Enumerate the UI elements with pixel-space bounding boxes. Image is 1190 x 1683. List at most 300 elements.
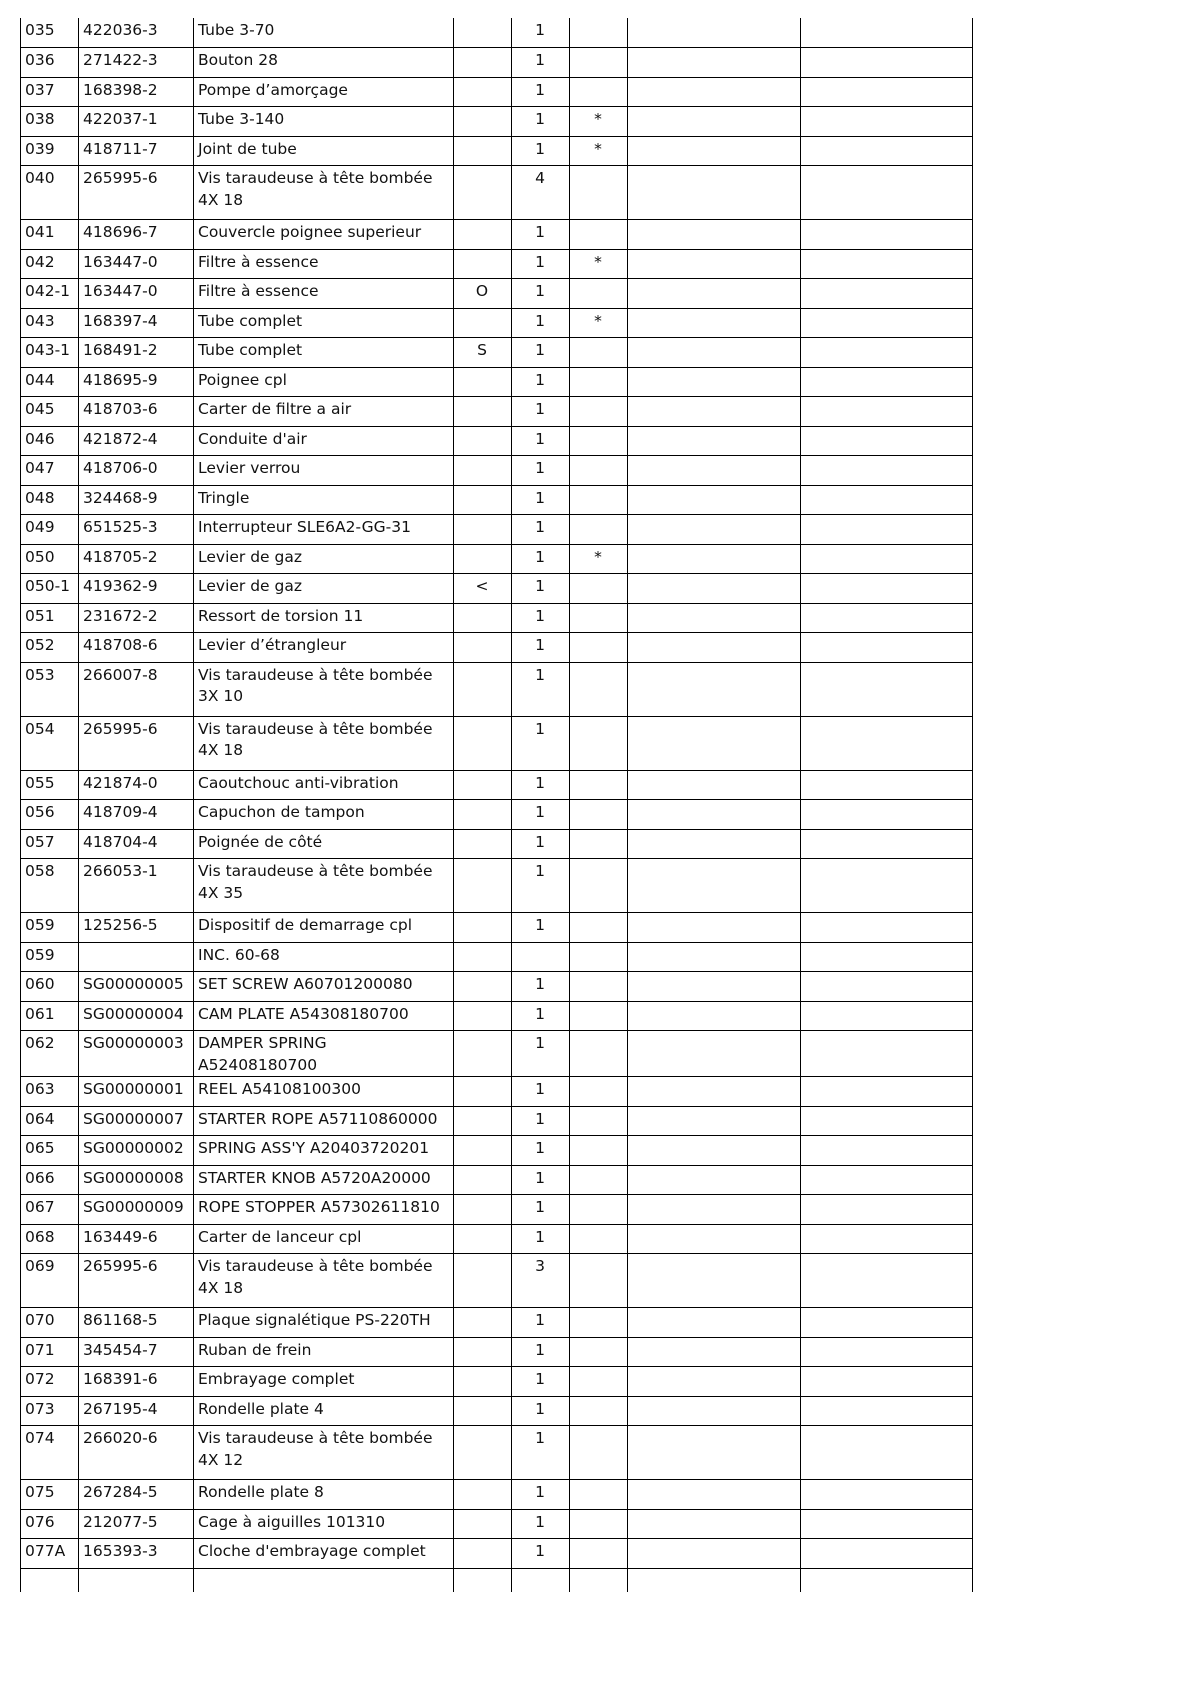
table-row bbox=[21, 1077, 973, 1107]
description-cell: SET SCREW A60701200080 bbox=[194, 972, 454, 1002]
description-cell: INC. 60-68 bbox=[194, 942, 454, 972]
quantity-cell: 3 bbox=[512, 1254, 570, 1308]
item-number-cell: 062 bbox=[21, 1031, 79, 1077]
quantity-cell: 1 bbox=[512, 1396, 570, 1426]
description-cell: Tube 3-140 bbox=[194, 107, 454, 137]
option-cell bbox=[454, 716, 512, 770]
part-number-cell: 265995-6 bbox=[79, 166, 194, 220]
item-number-cell: 066 bbox=[21, 1165, 79, 1195]
item-number-cell: 048 bbox=[21, 485, 79, 515]
option-cell bbox=[454, 1509, 512, 1539]
item-number-cell: 070 bbox=[21, 1308, 79, 1338]
quantity-cell: 1 bbox=[512, 397, 570, 427]
table-row bbox=[21, 220, 973, 250]
description-cell: Vis taraudeuse à tête bombée 4X 18 bbox=[194, 1254, 454, 1308]
table-row bbox=[21, 485, 973, 515]
blank-cell bbox=[628, 1539, 801, 1569]
quantity-cell: 1 bbox=[512, 77, 570, 107]
mark-cell bbox=[570, 77, 628, 107]
option-cell bbox=[454, 220, 512, 250]
quantity-cell: 1 bbox=[512, 1367, 570, 1397]
quantity-cell: 1 bbox=[512, 770, 570, 800]
quantity-cell: 1 bbox=[512, 1539, 570, 1569]
item-number-cell: 036 bbox=[21, 48, 79, 78]
part-number-cell: 231672-2 bbox=[79, 603, 194, 633]
quantity-cell: 1 bbox=[512, 913, 570, 943]
part-number-cell: 422037-1 bbox=[79, 107, 194, 137]
description-cell: Embrayage complet bbox=[194, 1367, 454, 1397]
table-row bbox=[21, 279, 973, 309]
mark-cell bbox=[570, 1195, 628, 1225]
option-cell bbox=[454, 249, 512, 279]
quantity-cell: 1 bbox=[512, 544, 570, 574]
description-cell: Vis taraudeuse à tête bombée 3X 10 bbox=[194, 662, 454, 716]
option-cell bbox=[454, 770, 512, 800]
table-row bbox=[21, 972, 973, 1002]
blank-cell bbox=[801, 166, 973, 220]
option-cell bbox=[454, 456, 512, 486]
description-cell: ROPE STOPPER A57302611810 bbox=[194, 1195, 454, 1225]
blank-cell bbox=[801, 716, 973, 770]
item-number-cell: 040 bbox=[21, 166, 79, 220]
part-number-cell: 271422-3 bbox=[79, 48, 194, 78]
option-cell bbox=[454, 1224, 512, 1254]
option-cell bbox=[454, 136, 512, 166]
blank-cell bbox=[628, 574, 801, 604]
blank-cell bbox=[628, 1077, 801, 1107]
description-cell: REEL A54108100300 bbox=[194, 1077, 454, 1107]
table-row bbox=[21, 1509, 973, 1539]
description-cell: Plaque signalétique PS-220TH bbox=[194, 1308, 454, 1338]
mark-cell bbox=[570, 603, 628, 633]
mark-cell: * bbox=[570, 544, 628, 574]
item-number-cell: 067 bbox=[21, 1195, 79, 1225]
table-row bbox=[21, 1337, 973, 1367]
part-number-cell: SG00000005 bbox=[79, 972, 194, 1002]
quantity-cell: 1 bbox=[512, 1001, 570, 1031]
mark-cell bbox=[570, 574, 628, 604]
item-number-cell: 043-1 bbox=[21, 338, 79, 368]
blank-cell bbox=[628, 972, 801, 1002]
table-row bbox=[21, 166, 973, 220]
item-number-cell: 043 bbox=[21, 308, 79, 338]
description-cell: STARTER ROPE A57110860000 bbox=[194, 1106, 454, 1136]
item-number-cell: 060 bbox=[21, 972, 79, 1002]
mark-cell bbox=[570, 859, 628, 913]
mark-cell bbox=[570, 279, 628, 309]
part-number-cell: 418704-4 bbox=[79, 829, 194, 859]
part-number-cell: SG00000009 bbox=[79, 1195, 194, 1225]
description-cell: Vis taraudeuse à tête bombée 4X 18 bbox=[194, 166, 454, 220]
option-cell: O bbox=[454, 279, 512, 309]
blank-cell bbox=[801, 515, 973, 545]
part-number-cell: SG00000001 bbox=[79, 1077, 194, 1107]
option-cell bbox=[454, 1426, 512, 1480]
quantity-cell: 1 bbox=[512, 308, 570, 338]
item-number-cell: 064 bbox=[21, 1106, 79, 1136]
item-number-cell: 077A bbox=[21, 1539, 79, 1569]
item-number-cell: 046 bbox=[21, 426, 79, 456]
blank-cell bbox=[801, 18, 973, 48]
quantity-cell: 1 bbox=[512, 18, 570, 48]
mark-cell bbox=[570, 1539, 628, 1569]
option-cell bbox=[454, 913, 512, 943]
blank-cell bbox=[628, 1001, 801, 1031]
blank-cell bbox=[801, 1001, 973, 1031]
quantity-cell: 1 bbox=[512, 220, 570, 250]
mark-cell bbox=[570, 716, 628, 770]
quantity-cell: 1 bbox=[512, 859, 570, 913]
description-cell: Tube 3-70 bbox=[194, 18, 454, 48]
item-number-cell: 069 bbox=[21, 1254, 79, 1308]
quantity-cell: 1 bbox=[512, 1480, 570, 1510]
blank-cell bbox=[454, 1568, 512, 1592]
option-cell bbox=[454, 1031, 512, 1077]
description-cell: Conduite d'air bbox=[194, 426, 454, 456]
mark-cell bbox=[570, 829, 628, 859]
table-row bbox=[21, 1224, 973, 1254]
blank-cell bbox=[801, 367, 973, 397]
part-number-cell: 163449-6 bbox=[79, 1224, 194, 1254]
mark-cell: * bbox=[570, 249, 628, 279]
blank-cell bbox=[801, 972, 973, 1002]
blank-cell bbox=[801, 136, 973, 166]
mark-cell bbox=[570, 770, 628, 800]
blank-cell bbox=[628, 913, 801, 943]
item-number-cell: 061 bbox=[21, 1001, 79, 1031]
blank-cell bbox=[628, 308, 801, 338]
mark-cell bbox=[570, 633, 628, 663]
table-row bbox=[21, 515, 973, 545]
part-number-cell: 324468-9 bbox=[79, 485, 194, 515]
quantity-cell: 1 bbox=[512, 515, 570, 545]
part-number-cell: 418703-6 bbox=[79, 397, 194, 427]
item-number-cell: 068 bbox=[21, 1224, 79, 1254]
description-cell: Vis taraudeuse à tête bombée 4X 12 bbox=[194, 1426, 454, 1480]
option-cell bbox=[454, 1337, 512, 1367]
option-cell bbox=[454, 972, 512, 1002]
part-number-cell: 418708-6 bbox=[79, 633, 194, 663]
option-cell bbox=[454, 48, 512, 78]
blank-cell bbox=[801, 942, 973, 972]
quantity-cell: 1 bbox=[512, 1031, 570, 1077]
mark-cell bbox=[570, 1254, 628, 1308]
table-row bbox=[21, 662, 973, 716]
blank-cell bbox=[628, 716, 801, 770]
quantity-cell: 1 bbox=[512, 136, 570, 166]
quantity-cell: 1 bbox=[512, 485, 570, 515]
option-cell: S bbox=[454, 338, 512, 368]
quantity-cell: 1 bbox=[512, 48, 570, 78]
blank-cell bbox=[801, 1077, 973, 1107]
quantity-cell: 1 bbox=[512, 1337, 570, 1367]
blank-cell bbox=[801, 1509, 973, 1539]
item-number-cell: 057 bbox=[21, 829, 79, 859]
part-number-cell: 163447-0 bbox=[79, 249, 194, 279]
quantity-cell: 1 bbox=[512, 800, 570, 830]
blank-cell bbox=[628, 220, 801, 250]
table-row bbox=[21, 426, 973, 456]
item-number-cell: 058 bbox=[21, 859, 79, 913]
part-number-cell: 418711-7 bbox=[79, 136, 194, 166]
option-cell bbox=[454, 397, 512, 427]
blank-cell bbox=[79, 1568, 194, 1592]
part-number-cell: 265995-6 bbox=[79, 1254, 194, 1308]
option-cell bbox=[454, 633, 512, 663]
mark-cell: * bbox=[570, 136, 628, 166]
part-number-cell: 418709-4 bbox=[79, 800, 194, 830]
part-number-cell: 165393-3 bbox=[79, 1539, 194, 1569]
item-number-cell: 041 bbox=[21, 220, 79, 250]
description-cell: Carter de lanceur cpl bbox=[194, 1224, 454, 1254]
mark-cell bbox=[570, 1509, 628, 1539]
part-number-cell: SG00000007 bbox=[79, 1106, 194, 1136]
option-cell bbox=[454, 1367, 512, 1397]
blank-cell bbox=[801, 603, 973, 633]
part-number-cell: SG00000003 bbox=[79, 1031, 194, 1077]
table-row bbox=[21, 716, 973, 770]
item-number-cell: 035 bbox=[21, 18, 79, 48]
mark-cell bbox=[570, 1077, 628, 1107]
item-number-cell: 050-1 bbox=[21, 574, 79, 604]
part-number-cell: 418705-2 bbox=[79, 544, 194, 574]
quantity-cell: 1 bbox=[512, 107, 570, 137]
description-cell: Cage à aiguilles 101310 bbox=[194, 1509, 454, 1539]
quantity-cell: 1 bbox=[512, 1426, 570, 1480]
quantity-cell: 1 bbox=[512, 972, 570, 1002]
item-number-cell: 072 bbox=[21, 1367, 79, 1397]
blank-cell bbox=[801, 1224, 973, 1254]
option-cell bbox=[454, 1396, 512, 1426]
part-number-cell: SG00000002 bbox=[79, 1136, 194, 1166]
part-number-cell: 421874-0 bbox=[79, 770, 194, 800]
description-cell: Caoutchouc anti-vibration bbox=[194, 770, 454, 800]
option-cell bbox=[454, 426, 512, 456]
description-cell: Tringle bbox=[194, 485, 454, 515]
blank-cell bbox=[628, 18, 801, 48]
description-cell: Ressort de torsion 11 bbox=[194, 603, 454, 633]
mark-cell bbox=[570, 1426, 628, 1480]
blank-cell bbox=[801, 1195, 973, 1225]
item-number-cell: 076 bbox=[21, 1509, 79, 1539]
item-number-cell: 047 bbox=[21, 456, 79, 486]
part-number-cell: 265995-6 bbox=[79, 716, 194, 770]
table-row bbox=[21, 1426, 973, 1480]
blank-cell bbox=[628, 1224, 801, 1254]
blank-cell bbox=[801, 859, 973, 913]
option-cell bbox=[454, 1539, 512, 1569]
table-row bbox=[21, 1308, 973, 1338]
quantity-cell: 1 bbox=[512, 1308, 570, 1338]
item-number-cell: 052 bbox=[21, 633, 79, 663]
blank-cell bbox=[628, 456, 801, 486]
blank-cell bbox=[628, 1480, 801, 1510]
option-cell bbox=[454, 1165, 512, 1195]
description-cell: Ruban de frein bbox=[194, 1337, 454, 1367]
option-cell bbox=[454, 515, 512, 545]
table-row bbox=[21, 1001, 973, 1031]
quantity-cell: 1 bbox=[512, 633, 570, 663]
quantity-cell: 1 bbox=[512, 662, 570, 716]
table-row bbox=[21, 107, 973, 137]
item-number-cell: 056 bbox=[21, 800, 79, 830]
mark-cell bbox=[570, 972, 628, 1002]
item-number-cell: 059 bbox=[21, 942, 79, 972]
part-number-cell: 267284-5 bbox=[79, 1480, 194, 1510]
option-cell bbox=[454, 1077, 512, 1107]
blank-cell bbox=[628, 1106, 801, 1136]
mark-cell bbox=[570, 367, 628, 397]
item-number-cell: 073 bbox=[21, 1396, 79, 1426]
blank-cell bbox=[628, 426, 801, 456]
mark-cell bbox=[570, 1031, 628, 1077]
blank-cell bbox=[801, 829, 973, 859]
blank-cell bbox=[628, 1396, 801, 1426]
blank-cell bbox=[628, 662, 801, 716]
blank-cell bbox=[628, 249, 801, 279]
description-cell: Couvercle poignee superieur bbox=[194, 220, 454, 250]
mark-cell: * bbox=[570, 308, 628, 338]
blank-cell bbox=[801, 107, 973, 137]
table-row bbox=[21, 249, 973, 279]
item-number-cell: 054 bbox=[21, 716, 79, 770]
part-number-cell: 163447-0 bbox=[79, 279, 194, 309]
blank-cell bbox=[801, 1396, 973, 1426]
description-cell: Bouton 28 bbox=[194, 48, 454, 78]
mark-cell bbox=[570, 515, 628, 545]
blank-cell bbox=[21, 1568, 79, 1592]
mark-cell bbox=[570, 1308, 628, 1338]
table-row bbox=[21, 397, 973, 427]
item-number-cell: 045 bbox=[21, 397, 79, 427]
blank-cell bbox=[801, 574, 973, 604]
part-number-cell: 266053-1 bbox=[79, 859, 194, 913]
quantity-cell: 1 bbox=[512, 456, 570, 486]
part-number-cell: 419362-9 bbox=[79, 574, 194, 604]
blank-cell bbox=[801, 279, 973, 309]
mark-cell bbox=[570, 397, 628, 427]
table-row bbox=[21, 338, 973, 368]
item-number-cell: 071 bbox=[21, 1337, 79, 1367]
part-number-cell: 266007-8 bbox=[79, 662, 194, 716]
description-cell: Joint de tube bbox=[194, 136, 454, 166]
blank-cell bbox=[801, 1568, 973, 1592]
part-number-cell: 422036-3 bbox=[79, 18, 194, 48]
blank-cell bbox=[628, 829, 801, 859]
blank-cell bbox=[628, 1308, 801, 1338]
table-row bbox=[21, 859, 973, 913]
blank-cell bbox=[628, 48, 801, 78]
blank-cell bbox=[801, 249, 973, 279]
mark-cell bbox=[570, 456, 628, 486]
item-number-cell: 059 bbox=[21, 913, 79, 943]
mark-cell bbox=[570, 800, 628, 830]
blank-cell bbox=[801, 913, 973, 943]
quantity-cell: 1 bbox=[512, 1509, 570, 1539]
table-row bbox=[21, 1480, 973, 1510]
quantity-cell: 1 bbox=[512, 1077, 570, 1107]
mark-cell bbox=[570, 338, 628, 368]
part-number-cell: 421872-4 bbox=[79, 426, 194, 456]
mark-cell bbox=[570, 220, 628, 250]
table-row bbox=[21, 456, 973, 486]
option-cell bbox=[454, 308, 512, 338]
item-number-cell: 063 bbox=[21, 1077, 79, 1107]
mark-cell bbox=[570, 1480, 628, 1510]
mark-cell bbox=[570, 1001, 628, 1031]
mark-cell bbox=[570, 485, 628, 515]
quantity-cell: 1 bbox=[512, 574, 570, 604]
blank-cell bbox=[801, 485, 973, 515]
part-number-cell: 266020-6 bbox=[79, 1426, 194, 1480]
blank-cell bbox=[801, 800, 973, 830]
description-cell: Interrupteur SLE6A2-GG-31 bbox=[194, 515, 454, 545]
quantity-cell: 1 bbox=[512, 279, 570, 309]
blank-cell bbox=[570, 1568, 628, 1592]
table-row bbox=[21, 1254, 973, 1308]
option-cell bbox=[454, 18, 512, 48]
blank-cell bbox=[801, 1480, 973, 1510]
table-row bbox=[21, 603, 973, 633]
quantity-cell: 1 bbox=[512, 1224, 570, 1254]
option-cell bbox=[454, 107, 512, 137]
table-row bbox=[21, 18, 973, 48]
option-cell bbox=[454, 859, 512, 913]
part-number-cell: 861168-5 bbox=[79, 1308, 194, 1338]
part-number-cell: 212077-5 bbox=[79, 1509, 194, 1539]
table-row bbox=[21, 770, 973, 800]
description-cell: Filtre à essence bbox=[194, 279, 454, 309]
item-number-cell: 042-1 bbox=[21, 279, 79, 309]
blank-cell bbox=[801, 397, 973, 427]
part-number-cell: SG00000008 bbox=[79, 1165, 194, 1195]
blank-cell bbox=[801, 1254, 973, 1308]
option-cell bbox=[454, 603, 512, 633]
item-number-cell: 050 bbox=[21, 544, 79, 574]
blank-cell bbox=[801, 1539, 973, 1569]
table-row bbox=[21, 942, 973, 972]
table-row bbox=[21, 1367, 973, 1397]
table-row bbox=[21, 829, 973, 859]
part-number-cell: 345454-7 bbox=[79, 1337, 194, 1367]
blank-cell bbox=[194, 1568, 454, 1592]
blank-cell bbox=[628, 166, 801, 220]
item-number-cell: 053 bbox=[21, 662, 79, 716]
description-cell: Pompe d’amorçage bbox=[194, 77, 454, 107]
blank-cell bbox=[628, 1136, 801, 1166]
table-row bbox=[21, 1195, 973, 1225]
item-number-cell: 051 bbox=[21, 603, 79, 633]
blank-cell bbox=[801, 544, 973, 574]
blank-cell bbox=[628, 770, 801, 800]
table-row-empty bbox=[21, 1568, 973, 1592]
description-cell: DAMPER SPRING A52408180700 bbox=[194, 1031, 454, 1077]
table-row bbox=[21, 308, 973, 338]
mark-cell bbox=[570, 1136, 628, 1166]
description-cell: Dispositif de demarrage cpl bbox=[194, 913, 454, 943]
option-cell bbox=[454, 1254, 512, 1308]
description-cell: Cloche d'embrayage complet bbox=[194, 1539, 454, 1569]
item-number-cell: 038 bbox=[21, 107, 79, 137]
table-row bbox=[21, 48, 973, 78]
item-number-cell: 042 bbox=[21, 249, 79, 279]
blank-cell bbox=[628, 107, 801, 137]
quantity-cell: 1 bbox=[512, 367, 570, 397]
option-cell: < bbox=[454, 574, 512, 604]
part-number-cell: 418695-9 bbox=[79, 367, 194, 397]
table-row bbox=[21, 544, 973, 574]
blank-cell bbox=[801, 1031, 973, 1077]
